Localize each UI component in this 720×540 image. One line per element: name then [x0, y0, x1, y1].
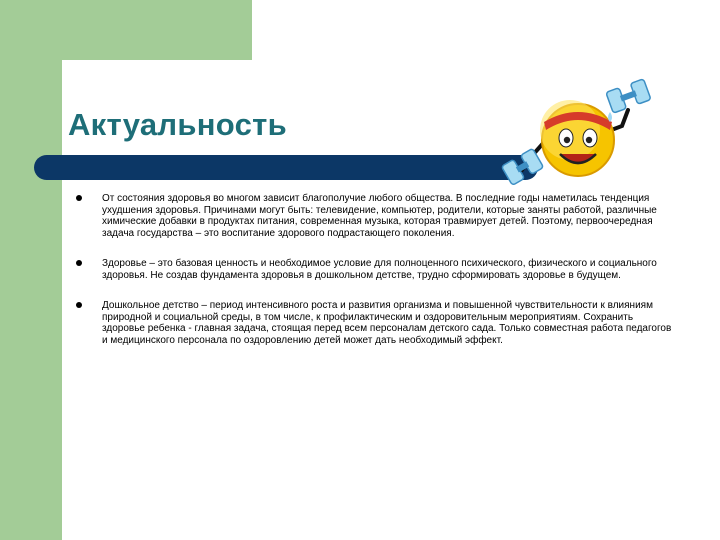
bullet-text: От состояния здоровья во многом зависит благополучие любого общества. В последние годы наметилась тенденция ухудшения здоровья. Причинами могут быть: телевидение, компьютер, родители, которые заняты работой, различные химические добавки в продуктах питания, современная музыка, которая травмирует детей. Поэтому, первоочередная задача государства – это воспитание здорового подрастающего поколения. [102, 193, 657, 239]
decorative-top-band [0, 0, 252, 60]
bullet-icon [76, 195, 82, 201]
bullet-icon [76, 260, 82, 266]
bullet-text: Дошкольное детство – период интенсивного роста и развития организма и повышенной чувствительности к влияниям природной и социальной среды, в том числе, к профилактическим и оздоровительным мероприятиям. Сохранить здоровье ребенка - главная задача, стоящая перед всем персоналам детского сада. Только совместная работа педагогов и медицинского персонала по оздоровлению детей может дать необходимый эффект. [102, 300, 672, 346]
list-item [76, 258, 674, 281]
list-item [76, 300, 674, 346]
bullet-list [76, 193, 674, 365]
list-item [76, 193, 674, 239]
bullet-text: Здоровье – это базовая ценность и необходимое условие для полноценного психического, физического и социального здоровья. Не создав фундамента здоровья в дошкольном детстве, трудно сформировать здоровье в будущем. [102, 258, 657, 281]
bullet-icon [76, 302, 82, 308]
title-underline-bar [34, 155, 538, 180]
decorative-side-band [0, 0, 62, 540]
slide-title: Актуальность [68, 107, 288, 142]
smiley-with-dumbbells-icon [486, 70, 666, 190]
